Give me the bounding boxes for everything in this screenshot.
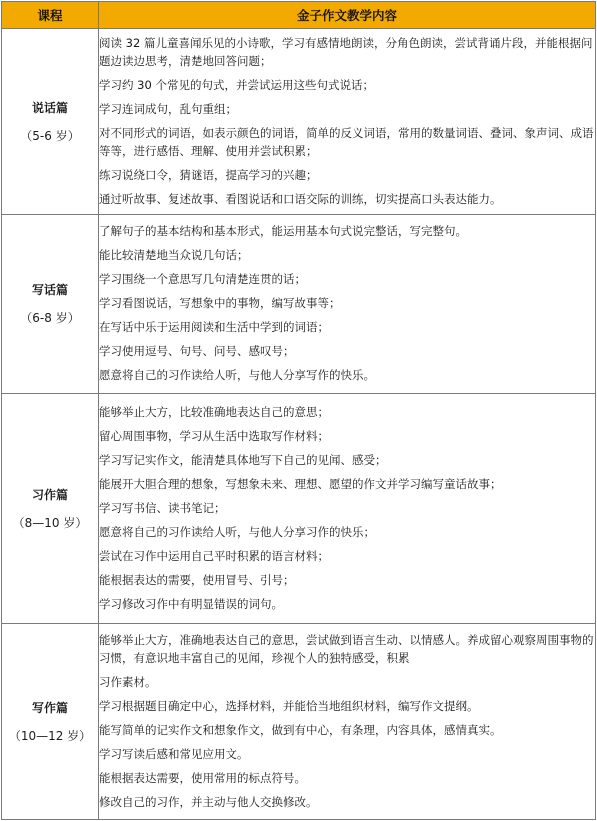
course-name: 说话篇	[31, 100, 68, 115]
course-age: （6-8 岁）	[20, 311, 80, 325]
section-row	[2, 29, 596, 215]
content-item: 修改自己的习作，并主动与他人交换修改。	[99, 794, 318, 809]
content-cell	[99, 215, 596, 394]
section-row	[2, 394, 596, 624]
content-item: 能写简单的记实作文和想象作文，做到有中心，有条理，内容具体，感情真实。	[99, 722, 502, 737]
course-name: 写话篇	[31, 283, 68, 297]
curriculum-table	[1, 1, 596, 820]
course-age: （8—10 岁）	[12, 515, 88, 530]
course-cell	[2, 394, 99, 624]
content-cell	[99, 29, 596, 215]
content-item: 学习写书信、读书笔记；	[99, 500, 226, 515]
content-item: 学习修改习作中有明显错误的词句。	[99, 596, 283, 611]
section-row	[2, 215, 596, 394]
course-cell	[2, 624, 99, 820]
content-item: 学习根据题目确定中心，选择材料，并能恰当地组织材料，编写作文提纲。	[99, 698, 479, 713]
content-item: 能根据表达需要，使用常用的标点符号。	[99, 770, 306, 785]
content-item: 学习看图说话，写想象中的事物，编写故事等；	[99, 296, 341, 310]
course-cell	[2, 215, 99, 394]
content-item: 学习使用逗号、句号、问号、感叹号；	[99, 344, 295, 358]
header-row	[2, 2, 596, 29]
content-item: 学习围绕一个意思写几句清楚连贯的话；	[99, 272, 306, 286]
header-course: 课程	[2, 2, 99, 29]
course-age: （5-6 岁）	[20, 128, 80, 143]
section-row	[2, 624, 596, 820]
content-item: 阅读 32 篇儿童喜闻乐见的小诗歌，学习有感情地朗读，分角色朗读，尝试背诵片段，并能根据问题边读边思考，清楚地回答问题；	[99, 35, 593, 68]
content-item: 能比较清楚地当众说几句话；	[99, 248, 249, 262]
content-item: 能够举止大方，准确地表达自己的意思，尝试做到语言生动、以情感人。养成留心观察周围事物的习惯，有意识地丰富自己的见闻，珍视个人的独特感受，积累	[99, 632, 594, 665]
content-item: 尝试在习作中运用自己平时积累的语言材料；	[99, 548, 329, 563]
content-item: 学习写记实作文，能清楚具体地写下自己的见闻、感受；	[99, 452, 387, 467]
content-cell	[99, 624, 596, 820]
course-name: 习作篇	[31, 487, 68, 502]
content-item: 习作素材。	[99, 674, 157, 689]
header-content: 金子作文教学内容	[99, 2, 596, 29]
content-item: 愿意将自己的习作读给人听，与他人分享写作的快乐。	[99, 368, 375, 382]
content-item: 了解句子的基本结构和基本形式，能运用基本句式说完整话，写完整句。	[99, 224, 467, 238]
content-item: 留心周围事物，学习从生活中选取写作材料；	[99, 428, 329, 443]
content-item: 对不同形式的词语，如表示颜色的词语，简单的反义词语，常用的数量词语、叠词、象声词、成语等等，进行感悟、理解、使用并尝试积累；	[99, 125, 594, 158]
content-item: 学习约 30 个常见的句式，并尝试运用这些句式说话；	[99, 77, 374, 92]
content-item: 能够举止大方，比较准确地表达自己的意思；	[99, 404, 329, 419]
content-item: 学习写读后感和常见应用文。	[99, 746, 249, 761]
content-item: 能展开大胆合理的想象，写想象未来、理想、愿望的作文并学习编写童话故事；	[99, 476, 502, 491]
content-item: 学习连词成句，乱句重组；	[99, 101, 237, 116]
content-item: 愿意将自己的习作读给人听，与他人分享习作的快乐；	[99, 524, 375, 539]
content-cell	[99, 394, 596, 624]
content-item: 在写话中乐于运用阅读和生活中学到的词语；	[99, 320, 329, 334]
course-age: （10—12 岁）	[8, 728, 92, 743]
course-name: 写作篇	[31, 700, 68, 715]
course-cell	[2, 29, 99, 215]
content-item: 能根据表达的需要，使用冒号、引号；	[99, 572, 295, 587]
content-item: 练习说绕口令，猜谜语，提高学习的兴趣；	[99, 167, 318, 182]
content-item: 通过听故事、复述故事、看图说话和口语交际的训练，切实提高口头表达能力。	[99, 191, 502, 206]
